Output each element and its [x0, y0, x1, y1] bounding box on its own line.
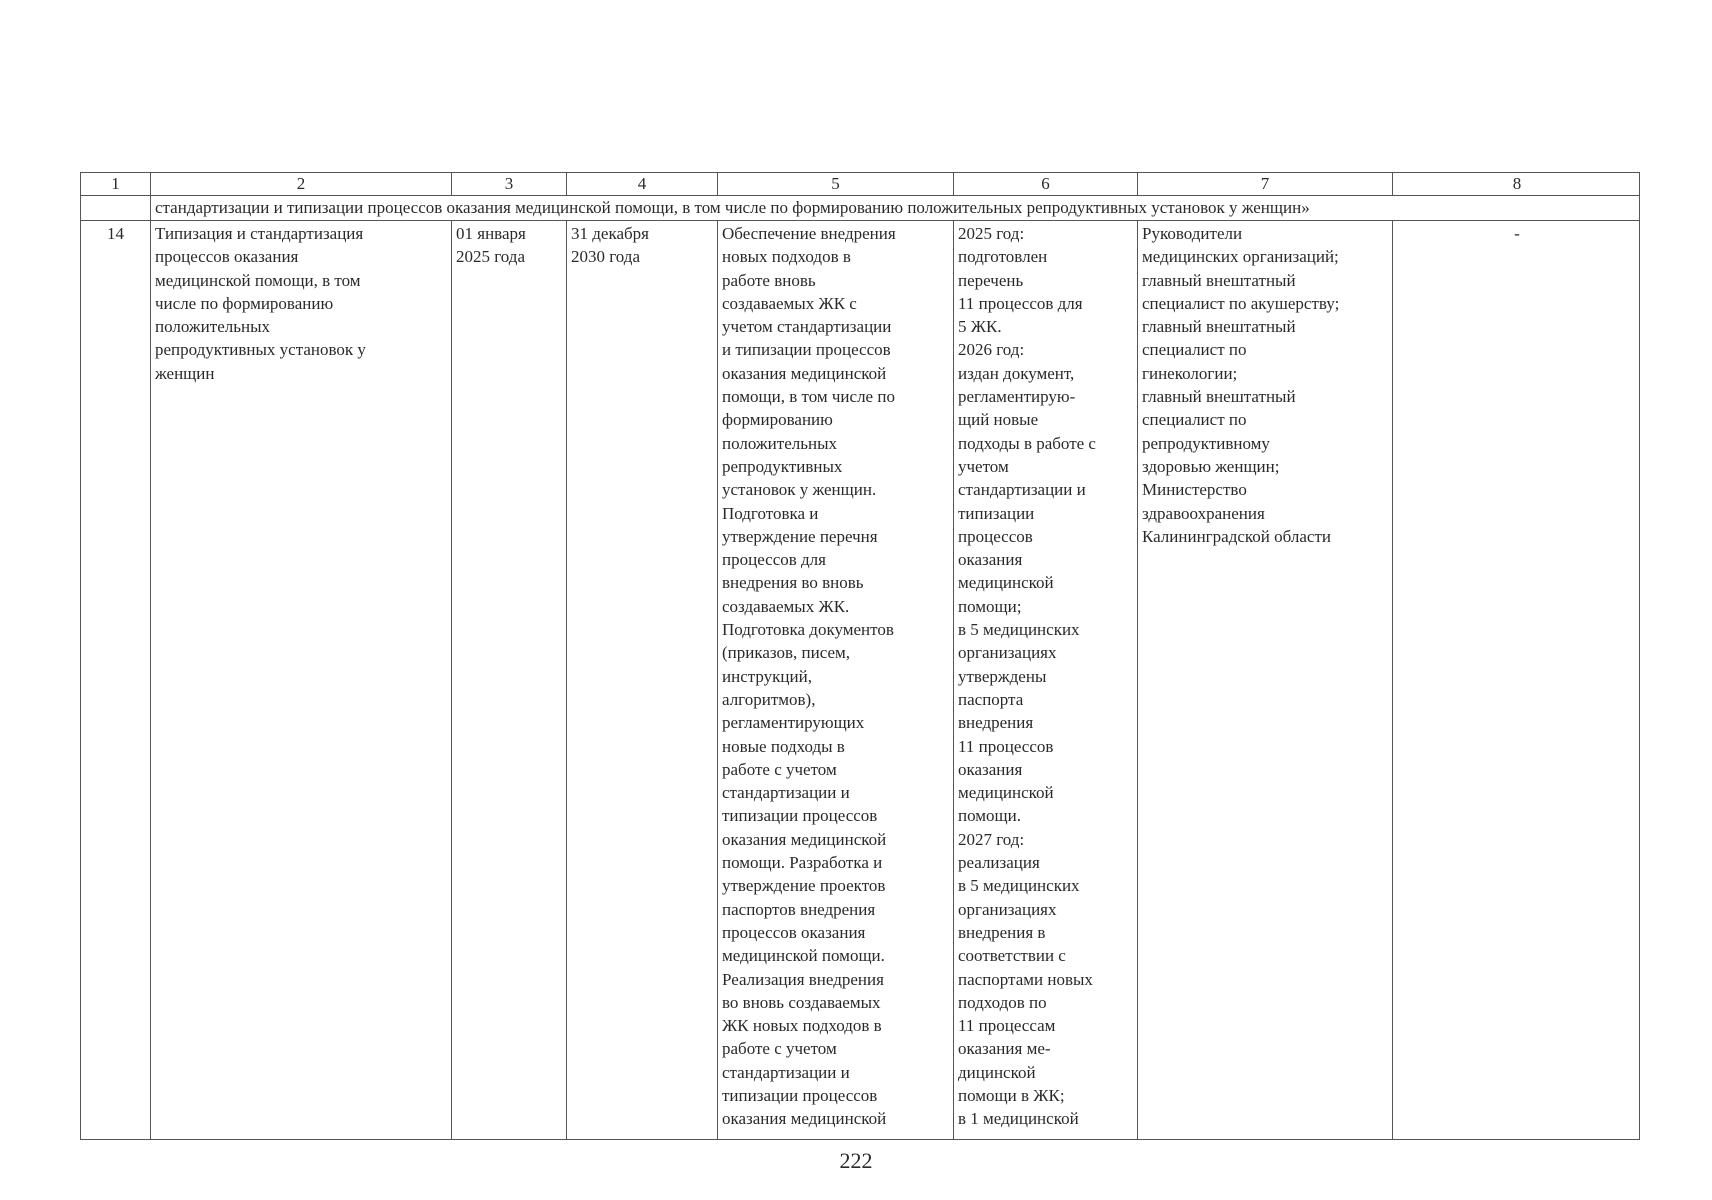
header-col-6: 6	[954, 173, 1138, 196]
section-number-cell	[81, 196, 151, 221]
end-date: 31 декабря 2030 года	[567, 221, 718, 1139]
note-cell: -	[1514, 224, 1520, 243]
responsible-parties: Руководители медицинских организаций; главный внештатный специалист по акушерству; главный внештатный специалист по гинекологии; главный внештатный специалист по репродуктивному здоровью женщин; Министерство здравоохранения Калининградской области	[1138, 221, 1393, 1139]
row-number: 14	[81, 221, 151, 1139]
section-title: стандартизации и типизации процессов оказания медицинской помощи, в том числе по формированию положительных репродуктивных установок у женщин»	[151, 196, 1640, 221]
header-col-8: 8	[1393, 173, 1640, 196]
page-number: 222	[839, 1148, 873, 1173]
header-col-5: 5	[718, 173, 954, 196]
header-col-3: 3	[452, 173, 567, 196]
event-name: Типизация и стандартизация процессов оказания медицинской помощи, в том числе по формированию положительных репродуктивных установок у женщин	[151, 221, 452, 1139]
expected-results: 2025 год: подготовлен перечень 11 процессов для 5 ЖК. 2026 год: издан документ, регламентирую- щий новые подходы в работе с учетом стандартизации и типизации процессов оказания медицинской помощи; в 5 медицинских организациях утверждены паспорта внедрения 11 процессов оказания медицинской помощи. 2027 год: реализация в 5 медицинских организациях внедрения в соответствии с паспортами новых подходов по 11 процессам оказания ме- дицинской помощи в ЖК; в 1 медицинской	[954, 221, 1138, 1139]
document-table	[80, 172, 1640, 1140]
header-col-1: 1	[81, 173, 151, 196]
header-col-2: 2	[151, 173, 452, 196]
header-col-4: 4	[567, 173, 718, 196]
event-description: Обеспечение внедрения новых подходов в работе вновь создаваемых ЖК с учетом стандартизации и типизации процессов оказания медицинской помощи, в том числе по формированию положительных репродуктивных установок у женщин. Подготовка и утверждение перечня процессов для внедрения во вновь создаваемых ЖК. Подготовка документов (приказов, писем, инструкций, алгоритмов), регламентирующих новые подходы в работе с учетом стандартизации и типизации процессов оказания медицинской помощи. Разработка и утверждение проектов паспортов внедрения процессов оказания медицинской помощи. Реализация внедрения во вновь создаваемых ЖК новых подходов в работе с учетом стандартизации и типизации процессов оказания медицинской	[718, 221, 954, 1139]
start-date: 01 января 2025 года	[452, 221, 567, 1139]
header-col-7: 7	[1138, 173, 1393, 196]
